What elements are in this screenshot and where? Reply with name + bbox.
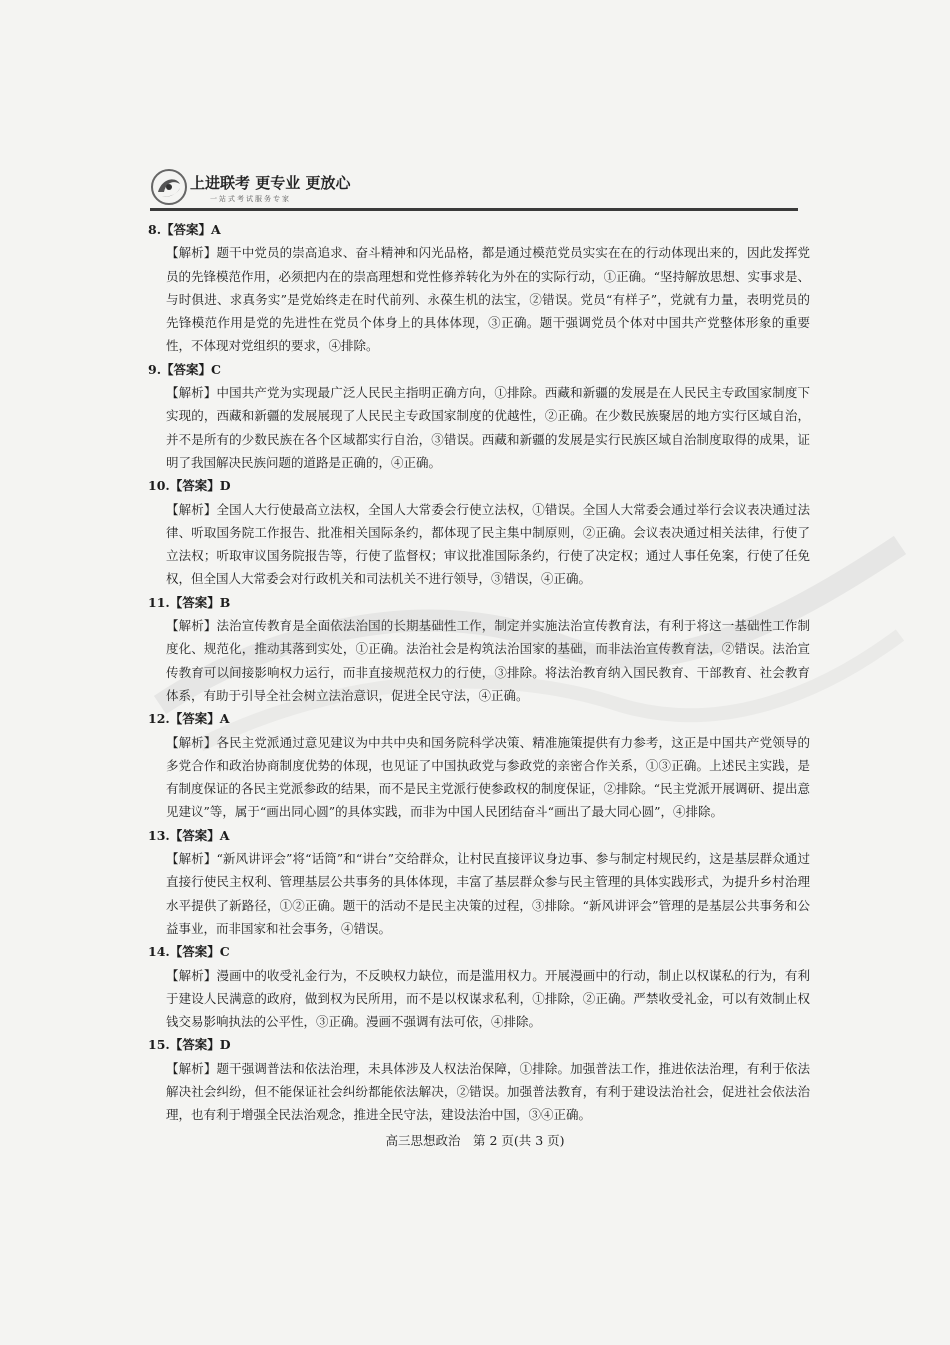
analysis-paragraph <box>150 731 810 824</box>
header-sub-slogan: 一站式考试服务专家 <box>210 195 291 203</box>
analysis-tag: 【解析】 <box>166 734 217 750</box>
question-block-9 <box>150 358 810 474</box>
answer-line: 11.【答案】B <box>148 594 231 610</box>
analysis-tag: 【解析】 <box>166 967 217 983</box>
answer-list <box>150 218 810 1127</box>
question-block-14 <box>150 940 810 1033</box>
answer-line: 15.【答案】D <box>148 1037 231 1053</box>
answer-line: 13.【答案】A <box>148 827 230 843</box>
page-header <box>150 166 798 214</box>
analysis-tag: 【解析】 <box>166 618 217 634</box>
question-block-13 <box>150 824 810 940</box>
header-slogan: 上进联考 更专业 更放心 <box>190 174 351 192</box>
analysis-tag: 【解析】 <box>166 851 217 867</box>
analysis-text: “新风讲评会”将“话筒”和“讲台”交给群众，让村民直接评议身边事、参与制定村规民约，这是基层群众通过直接行使民主权利、管理基层公共事务的具体体现，丰富了基层群众参与民主管理的具体实践形式，为提升乡村治理水平提供了新路径，①②正确。题干的活动不是民主决策的过程，③排除。“新风讲评会”管理的是基层公共事务和公益事业，而非国家和社会事务，④错误。 <box>166 851 810 936</box>
analysis-text: 中国共产党为实现最广泛人民民主指明正确方向，①排除。西藏和新疆的发展是在人民民主专政国家制度下实现的，西藏和新疆的发展展现了人民民主专政国家制度的优越性，②正确。在少数民族聚居的地方实行区域自治，并不是所有的少数民族在各个区域都实行自治，③错误。西藏和新疆的发展是实行民族区域自治制度取得的成果，证明了我国解决民族问题的道路是正确的，④正确。 <box>166 385 810 470</box>
answer-line: 8.【答案】A <box>148 222 221 237</box>
page-footer: 高三思想政治 第 2 页(共 3 页) <box>385 1133 565 1148</box>
analysis-tag: 【解析】 <box>166 385 217 401</box>
analysis-paragraph <box>150 964 810 1034</box>
answer-line: 10.【答案】D <box>148 478 231 494</box>
analysis-text: 题干强调普法和依法治理，未具体涉及人权法治保障，①排除。加强普法工作，推进依法治理，有利于依法解决社会纠纷，但不能保证社会纠纷都能依法解决，②错误。加强普法教育，有利于建设法治社会，促进社会依法治理，也有利于增强全民法治观念，推进全民守法，建设法治中国，③④正确。 <box>166 1060 810 1123</box>
answer-line: 9.【答案】C <box>148 361 221 377</box>
analysis-text: 题干中党员的崇高追求、奋斗精神和闪光品格，都是通过模范党员实实在在的行动体现出来的，因此发挥党员的先锋模范作用，必须把内在的崇高理想和党性修养转化为外在的实际行动，①正确。“坚持解放思想、实事求是、与时俱进、求真务实”是党始终走在时代前列、永葆生机的法宝，②错误。党员“有样子”，党就有力量，表明党员的先锋模范作用是党的先进性在党员个体身上的具体体现，③正确。题干强调党员个体对中国共产党整体形象的重要性，不体现对党组织的要求，④排除。 <box>166 245 810 354</box>
analysis-tag: 【解析】 <box>166 501 217 517</box>
analysis-text: 全国人大行使最高立法权，全国人大常委会行使立法权，①错误。全国人大常委会通过举行会议表决通过法律、听取国务院工作报告、批准相关国际条约，都体现了民主集中制原则，②正确。会议表决通过相关法律，行使了立法权；听取审议国务院报告等，行使了监督权；审议批准国际条约，行使了决定权；通过人事任免案，行使了任免权，但全国人大常委会对行政机关和司法机关不进行领导，③错误，④正确。 <box>166 501 810 587</box>
question-block-11 <box>150 591 810 707</box>
analysis-paragraph <box>150 498 810 591</box>
analysis-tag: 【解析】 <box>166 1060 217 1076</box>
analysis-text: 漫画中的收受礼金行为，不反映权力缺位，而是滥用权力。开展漫画中的行动，制止以权谋私的行为，有利于建设人民满意的政府，做到权为民所用，而不是以权谋求私利，①排除，②正确。严禁收受礼金，可以有效制止权钱交易影响执法的公平性，③正确。漫画不强调有法可依，④排除。 <box>166 967 810 1030</box>
analysis-paragraph <box>150 614 810 707</box>
analysis-paragraph <box>150 381 810 474</box>
answer-line: 14.【答案】C <box>148 944 230 960</box>
analysis-text: 法治宣传教育是全面依法治国的长期基础性工作，制定并实施法治宣传教育法，有利于将这一基础性工作制度化、规范化，推动其落到实处，①正确。法治社会是构筑法治国家的基础，而非法治宣传教育法，②错误。法治宣传教育可以间接影响权力运行，而非直接规范权力的行使，③排除。将法治教育纳入国民教育、干部教育、社会教育体系，有助于引导全社会树立法治意识，促进全民守法，④正确。 <box>166 618 810 703</box>
analysis-paragraph <box>150 1057 810 1127</box>
question-block-8 <box>150 218 810 358</box>
answer-line: 12.【答案】A <box>148 711 230 727</box>
analysis-paragraph <box>150 847 810 940</box>
question-block-10 <box>150 474 810 590</box>
analysis-paragraph <box>150 241 810 357</box>
question-block-15 <box>150 1033 810 1126</box>
question-block-12 <box>150 707 810 823</box>
analysis-text: 各民主党派通过意见建议为中共中央和国务院科学决策、精准施策提供有力参考，这正是中国共产党领导的多党合作和政治协商制度优势的体现，也见证了中国执政党与参政党的亲密合作关系，①③正确。上述民主实践，是有制度保证的各民主党派参政的结果，而不是民主党派行使参政权的制度保证，②排除。“民主党派开展调研、提出意见建议”等，属于“画出同心圆”的具体实践，而非为中国人民团结奋斗“画出了最大同心圆”，④排除。 <box>166 734 810 820</box>
header-divider <box>150 208 798 211</box>
brand-swirl-icon <box>150 168 188 206</box>
analysis-tag: 【解析】 <box>166 245 217 261</box>
